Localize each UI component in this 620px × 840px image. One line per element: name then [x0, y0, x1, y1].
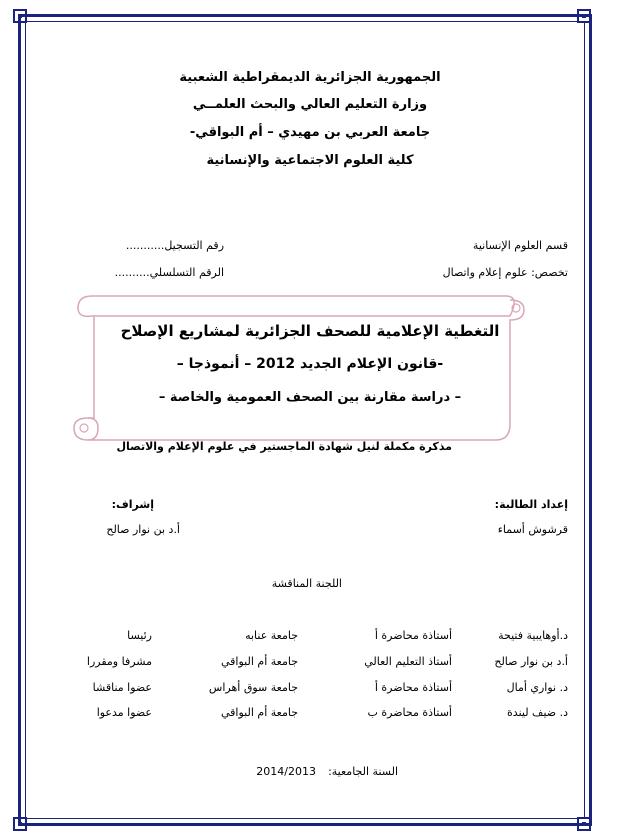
header-republic: الجمهورية الجزائرية الديمقراطية الشعبية: [179, 70, 441, 85]
committee-heading: اللجنة المناقشة: [271, 577, 342, 590]
member-role: عضوا مدعوا: [96, 706, 152, 719]
member-rank: أستاذة محاضرة ب: [367, 706, 452, 719]
header-university: جامعة العربي بن مهيدي – أم البواقي-: [189, 125, 431, 140]
registration-number: رقم التسجيل...........: [125, 239, 224, 252]
member-rank: أستاذة محاضرة أ: [374, 629, 452, 642]
specialty-label: تخصص: علوم إعلام واتصال: [442, 266, 568, 279]
member-role: مشرفا ومقررا: [86, 655, 152, 668]
department-label: قسم العلوم الإنسانية: [472, 239, 568, 252]
member-name: د.أوهايبية فتيحة: [498, 629, 568, 642]
member-rank: أستاذ التعليم العالي: [364, 655, 452, 668]
member-university: جامعة أم البواقي: [221, 706, 298, 719]
member-university: جامعة أم البواقي: [221, 655, 298, 668]
corner-ornament-icon: [576, 8, 592, 24]
corner-ornament-icon: [576, 816, 592, 832]
member-university: جامعة عنابه: [245, 629, 298, 642]
thesis-title-line2: -قانون الإعلام الجديد 2012 – أنموذجا –: [176, 356, 444, 372]
student-label: إعداد الطالبة:: [494, 498, 568, 511]
thesis-subtitle: مذكرة مكملة لنيل شهادة الماجستير في علوم الإعلام والاتصال: [116, 440, 452, 453]
member-name: د. ضيف ليندة: [507, 706, 568, 719]
member-role: رئيسا: [127, 629, 152, 642]
supervisor-label: إشراف:: [111, 498, 154, 511]
header-ministry: وزارة التعليم العالي والبحث العلمــي: [192, 97, 428, 112]
student-name: قرشوش أسماء: [497, 523, 568, 536]
thesis-title-line3: – دراسة مقارنة بين الصحف العمومية والخاصة –: [158, 390, 462, 405]
header-faculty: كلية العلوم الاجتماعية والإنسانية: [206, 153, 414, 168]
supervisor-name: أ.د بن نوار صالح: [106, 523, 180, 536]
corner-ornament-icon: [12, 816, 28, 832]
thesis-title-line1: التغطية الإعلامية للصحف الجزائرية لمشاريع الإصلاح: [120, 322, 500, 340]
member-name: د. نواري أمال: [506, 681, 568, 694]
corner-ornament-icon: [12, 8, 28, 24]
member-name: أ.د بن نوار صالح: [494, 655, 568, 668]
member-role: عضوا مناقشا: [92, 681, 152, 694]
member-rank: أستاذة محاضرة أ: [374, 681, 452, 694]
member-university: جامعة سوق أهراس: [208, 681, 298, 694]
serial-number: الرقم التسلسلي..........: [114, 266, 224, 279]
academic-year-value: 2014/2013: [256, 765, 316, 778]
academic-year-label: السنة الجامعية:: [328, 765, 398, 778]
